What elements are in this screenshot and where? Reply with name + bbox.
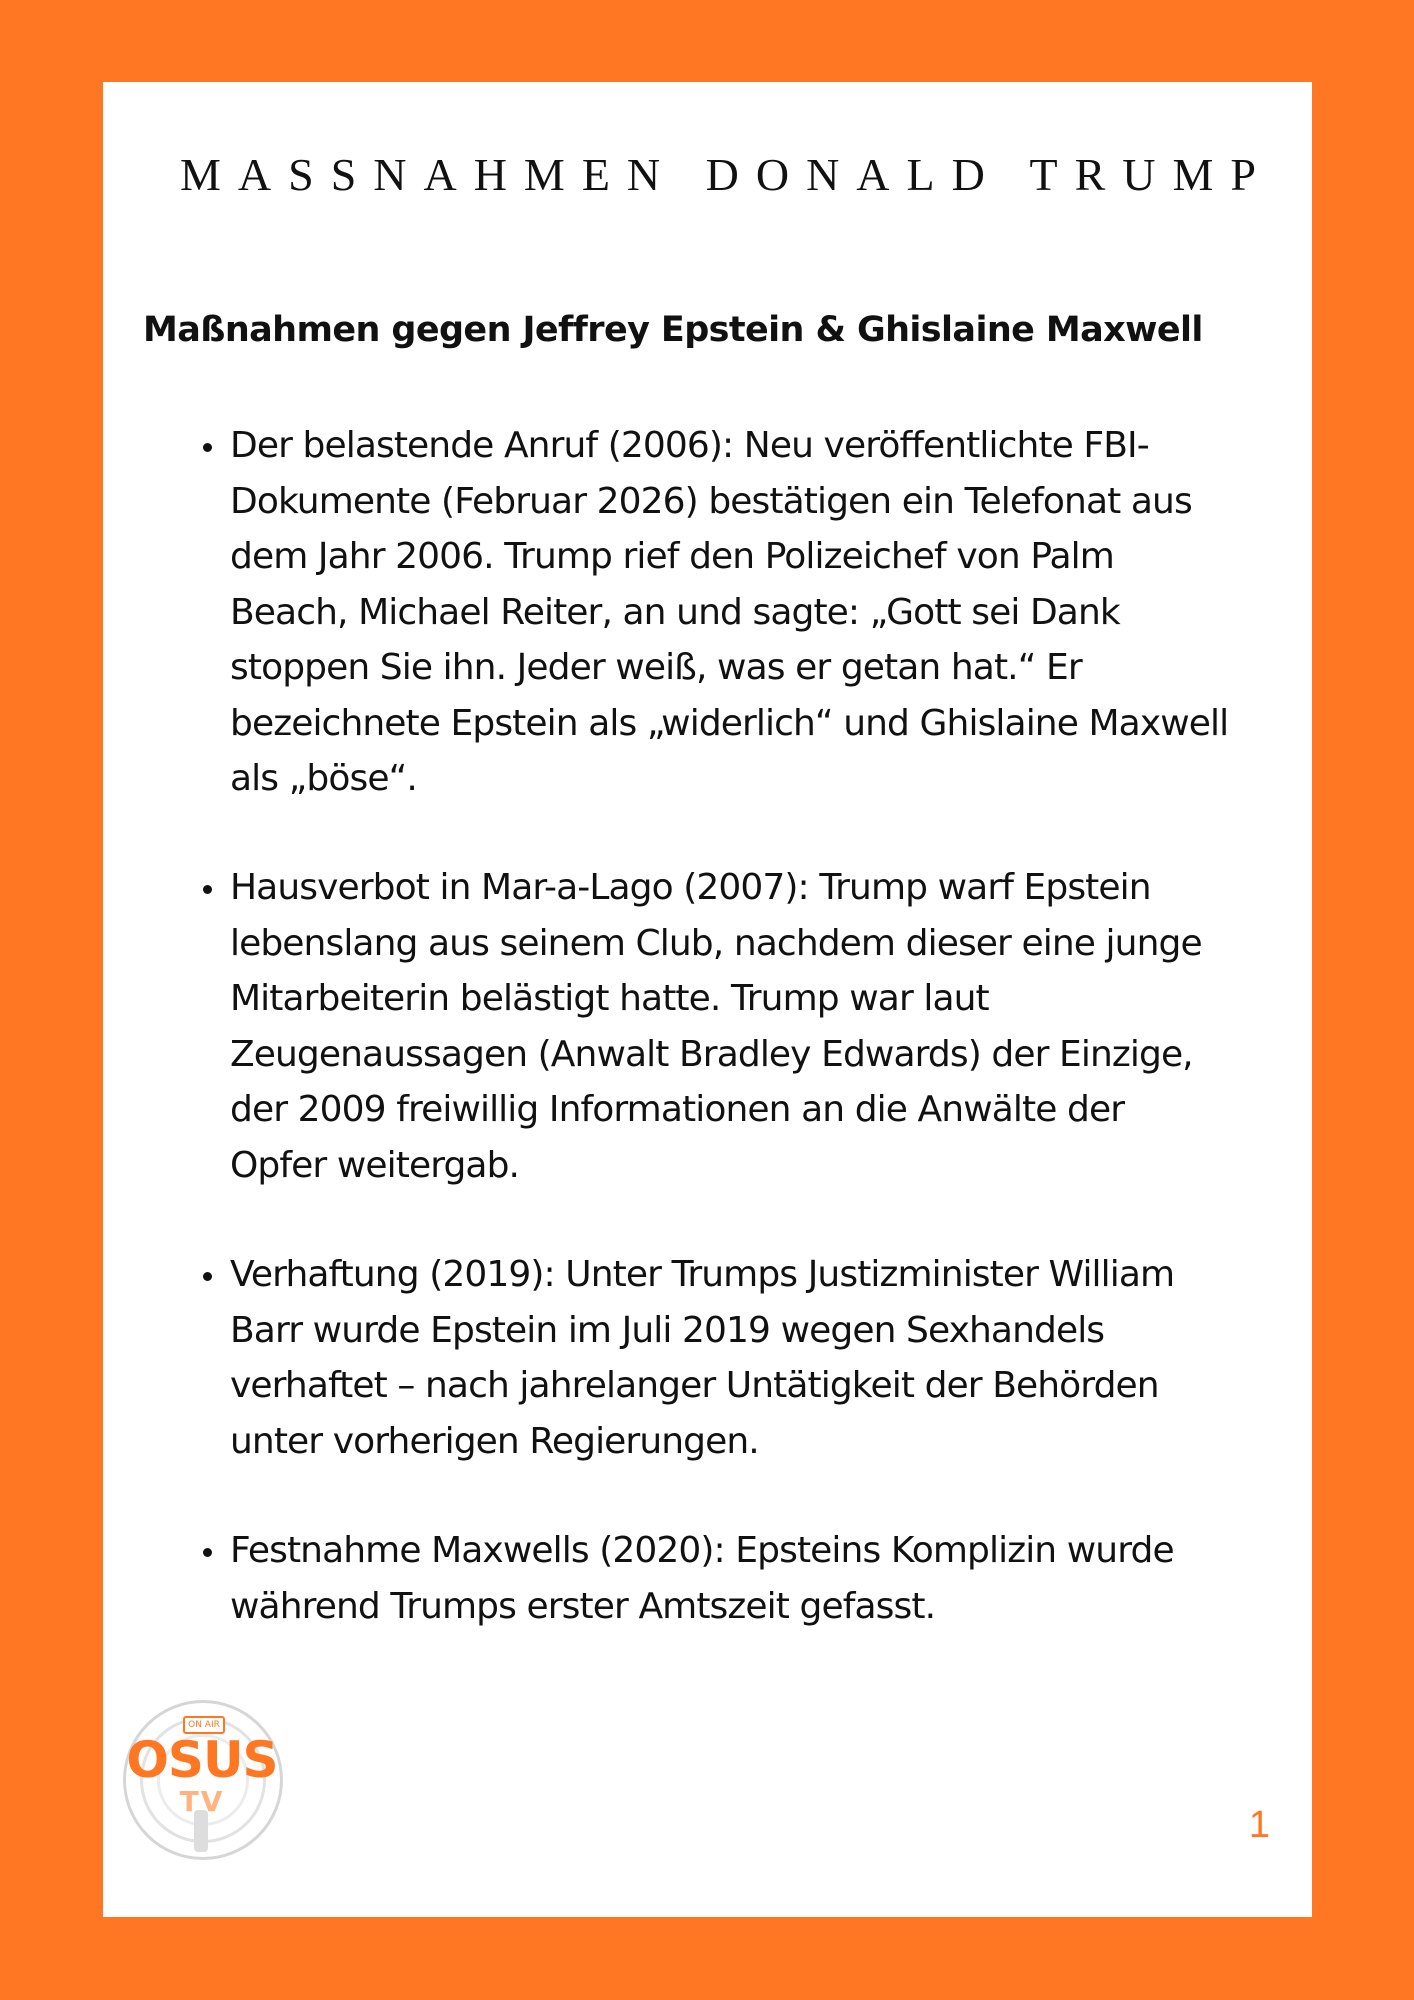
bullet-icon: [203, 443, 212, 452]
text-line: Hausverbot in Mar-a-Lago (2007): Trump warf Epstein: [230, 867, 1151, 908]
text-line: Mitarbeiterin belästigt hatte. Trump war laut: [230, 978, 989, 1019]
text-line: Der belastende Anruf (2006): Neu veröffentlichte FBI-: [230, 425, 1149, 466]
bullet-icon: [203, 1272, 212, 1281]
list-item-text: [230, 418, 1228, 807]
text-line: Dokumente (Februar 2026) bestätigen ein Telefonat aus: [230, 480, 1192, 522]
text-line: Verhaftung (2019): Unter Trumps Justizminister William: [230, 1254, 1175, 1295]
section-heading: Maßnahmen gegen Jeffrey Epstein & Ghislaine Maxwell: [143, 310, 1203, 350]
logo-sub-text: TV: [179, 1785, 225, 1818]
text-line: verhaftet – nach jahrelanger Untätigkeit der Behörden: [230, 1365, 1159, 1406]
list-item-text: [230, 860, 1202, 1193]
bullet-icon: [203, 885, 212, 894]
page-number: 1: [1248, 1804, 1270, 1846]
text-line: Festnahme Maxwells (2020): Epsteins Komplizin wurde: [230, 1530, 1174, 1571]
text-line: als „böse“.: [230, 758, 417, 799]
document-title: MASSNAHMEN DONALD TRUMP: [179, 149, 1274, 200]
bullet-icon: [203, 1548, 212, 1557]
text-line: Opfer weitergab.: [230, 1144, 520, 1186]
document-card: [103, 82, 1312, 1917]
list-item-text: [230, 1247, 1174, 1469]
text-line: unter vorherigen Regierungen.: [230, 1420, 759, 1462]
text-line: stoppen Sie ihn. Jeder weiß, was er getan hat.“ Er: [230, 647, 1082, 688]
text-line: während Trumps erster Amtszeit gefasst.: [230, 1585, 936, 1627]
text-line: der 2009 freiwillig Informationen an die Anwälte der: [230, 1089, 1125, 1130]
text-line: Zeugenaussagen (Anwalt Bradley Edwards) der Einzige,: [230, 1033, 1193, 1075]
text-line: dem Jahr 2006. Trump rief den Polizeichef von Palm: [230, 536, 1114, 577]
osus-tv-logo: [123, 1700, 283, 1860]
text-line: Beach, Michael Reiter, an und sagte: „Gott sei Dank: [230, 591, 1120, 633]
logo-brand-text: OSUS: [126, 1731, 278, 1789]
text-line: Barr wurde Epstein im Juli 2019 wegen Sexhandels: [230, 1309, 1105, 1351]
text-line: lebenslang aus seinem Club, nachdem dieser eine junge: [230, 922, 1202, 964]
list-item-text: [230, 1523, 1174, 1634]
text-line: bezeichnete Epstein als „widerlich“ und Ghislaine Maxwell: [230, 702, 1229, 744]
on-air-tag: ON AIR: [183, 1716, 225, 1734]
